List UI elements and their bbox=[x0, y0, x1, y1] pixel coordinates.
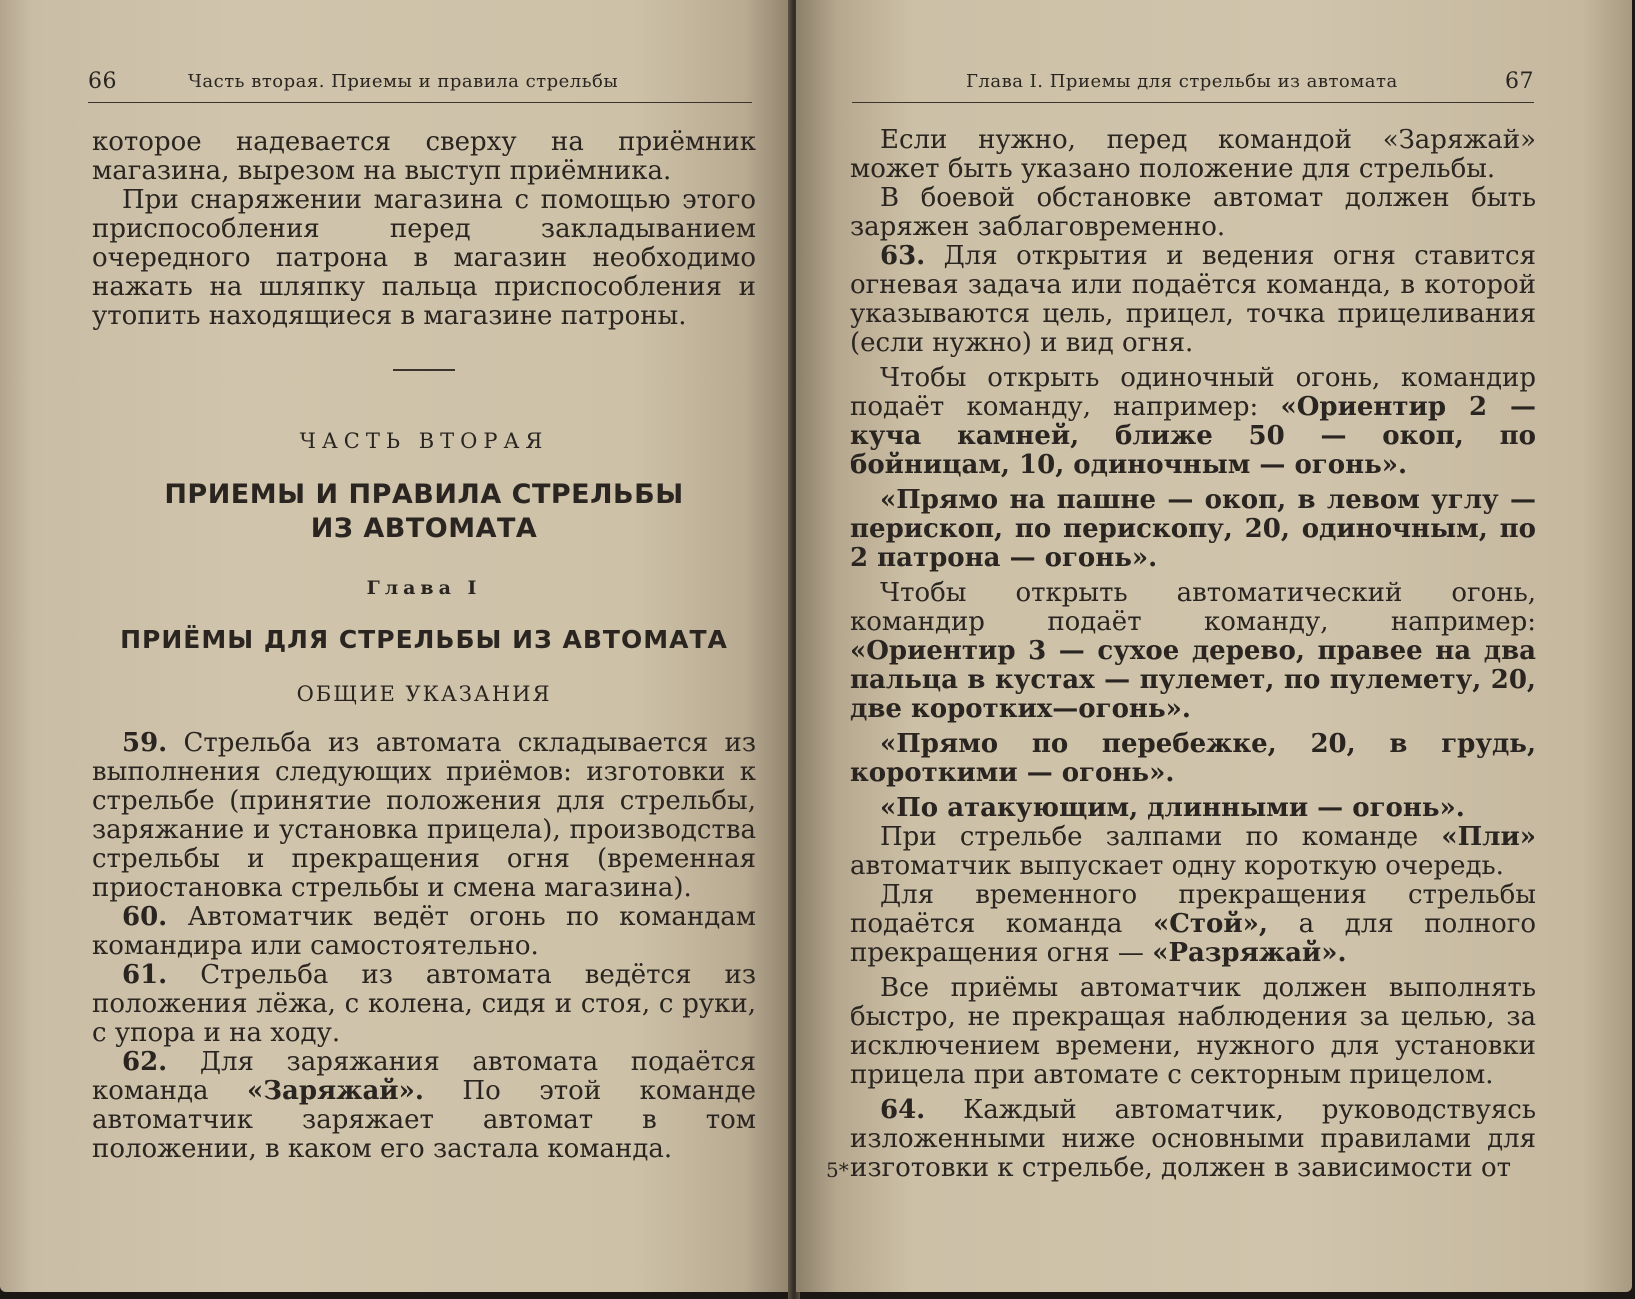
command-text: «Заряжай». bbox=[246, 1076, 424, 1106]
chapter-label: Глава I bbox=[366, 577, 482, 599]
command-text: «Ориентир 3 — сухое дерево, правее на два пальца в кустах — пулемет, по пулемету, 20, две коротких—огонь». bbox=[850, 636, 1536, 724]
paragraph-text: автоматчик выпускает одну короткую очередь. bbox=[850, 851, 1504, 881]
command-text: «Пли» bbox=[1441, 822, 1536, 852]
command-paragraph: «Прямо на пашне — окоп, в левом углу — перископ, по перископу, 20, одиночным, по 2 патрона — огонь». bbox=[850, 485, 1536, 573]
paragraph: Если нужно, перед командой «Заряжай» может быть указано положение для стрельбы. bbox=[850, 125, 1536, 184]
continued-paragraph: которое надевается сверху на приёмник магазина, вырезом на выступ приёмника. bbox=[92, 127, 756, 186]
paragraph-text: Для открытия и ведения огня ставится огневая задача или подаётся команда, в которой указываются цель, прицел, точка прицеливания (если нужно) и вид огня. bbox=[850, 241, 1537, 358]
command-text: «Стой», bbox=[1152, 909, 1268, 939]
right-page-body bbox=[850, 126, 1536, 1183]
command-text: «Ориентир 2 — куча камней, ближе 50 — окоп, по бойницам, 10, одиночным — огонь». bbox=[850, 392, 1537, 480]
left-page-number: 66 bbox=[88, 69, 117, 94]
paragraph-text: Чтобы открыть автоматический огонь, командир подаёт команду, например: bbox=[850, 578, 1536, 637]
paragraph-64 bbox=[850, 1096, 1536, 1183]
paragraph bbox=[850, 364, 1536, 480]
right-running-head bbox=[852, 62, 1534, 103]
part-title-line-2: ИЗ АВТОМАТА bbox=[310, 513, 538, 544]
paragraph-text: Для временного прекращения стрельбы подаётся команда bbox=[850, 880, 1536, 939]
paragraph bbox=[850, 881, 1536, 968]
right-page bbox=[796, 0, 1632, 1292]
paragraph-number: 63. bbox=[880, 241, 926, 271]
paragraph: В боевой обстановке автомат должен быть заряжен заблаговременно. bbox=[850, 183, 1536, 242]
section-title: ОБЩИЕ УКАЗАНИЯ bbox=[296, 682, 552, 706]
paragraph-text: Стрельба из автомата ведётся из положения лёжа, с колена, сидя и стоя, с руки, с упора и на ходу. bbox=[92, 960, 757, 1048]
left-running-head-text: Часть вторая. Приемы и правила стрельбы bbox=[188, 71, 619, 92]
part-label: ЧАСТЬ ВТОРАЯ bbox=[299, 429, 549, 453]
part-title-line-1: ПРИЕМЫ И ПРАВИЛА СТРЕЛЬБЫ bbox=[164, 479, 684, 510]
paragraph-61 bbox=[92, 961, 756, 1048]
paragraph-text: Для заряжания автомата подаётся команда bbox=[92, 1047, 756, 1106]
paragraph-59 bbox=[92, 729, 756, 903]
paragraph-number: 62. bbox=[122, 1047, 168, 1077]
paragraph-number: 64. bbox=[880, 1095, 926, 1125]
paragraph-text: Чтобы открыть одиночный огонь, командир подаёт команду, например: bbox=[850, 363, 1536, 422]
paragraph-text: При стрельбе залпами по команде bbox=[880, 822, 1419, 852]
printer-signature-mark: 5* bbox=[826, 1158, 849, 1182]
paragraph-text: По этой команде автоматчик заряжает автомат в том положении, в каком его застала команда. bbox=[92, 1076, 756, 1164]
right-running-head-text: Глава I. Приемы для стрельбы из автомата bbox=[966, 71, 1398, 92]
section-divider bbox=[393, 369, 455, 371]
paragraph-60 bbox=[92, 903, 756, 961]
paragraph: При снаряжении магазина с помощью этого приспособления перед закладыванием очередного патрона в магазин необходимо нажать на шляпку пальца приспособления и утопить находящиеся в магазине патроны. bbox=[92, 185, 756, 331]
command-paragraph: «Прямо по перебежке, 20, в грудь, короткими — огонь». bbox=[850, 729, 1536, 788]
paragraph-text: Автоматчик ведёт огонь по командам командира или самостоятельно. bbox=[92, 902, 756, 961]
chapter-title: ПРИЁМЫ ДЛЯ СТРЕЛЬБЫ ИЗ АВТОМАТА bbox=[120, 625, 728, 654]
paragraph-text: а для полного прекращения огня — bbox=[850, 909, 1536, 968]
paragraph-number: 60. bbox=[122, 902, 168, 932]
command-text: «Разряжай». bbox=[1152, 938, 1347, 968]
paragraph-text: Каждый автоматчик, руководствуясь изложенными ниже основными правилами для изготовки к стрельбе, должен в зависимости от bbox=[850, 1095, 1536, 1183]
left-page-body bbox=[92, 128, 756, 1164]
left-running-head bbox=[88, 62, 752, 103]
paragraph-text: Стрельба из автомата складывается из выполнения следующих приёмов: изготовки к стрельбе (принятие положения для стрельбы, заряжание и установка прицела), производства стрельбы и прекращения огня (временная приостановка стрельбы и смена магазина). bbox=[92, 728, 757, 903]
paragraph bbox=[850, 823, 1536, 881]
right-page-number: 67 bbox=[1505, 69, 1534, 94]
paragraph-62 bbox=[92, 1048, 756, 1164]
left-page bbox=[0, 0, 792, 1292]
paragraph-63 bbox=[850, 242, 1536, 358]
paragraph-number: 61. bbox=[122, 960, 168, 990]
command-paragraph: «По атакующим, длинными — огонь». bbox=[880, 793, 1465, 823]
paragraph bbox=[850, 579, 1536, 724]
paragraph: Все приёмы автоматчик должен выполнять быстро, не прекращая наблюдения за целью, за исключением времени, нужного для установки прицела при автомате с секторным прицелом. bbox=[850, 973, 1536, 1090]
paragraph-number: 59. bbox=[122, 728, 168, 758]
part-title bbox=[92, 478, 756, 546]
